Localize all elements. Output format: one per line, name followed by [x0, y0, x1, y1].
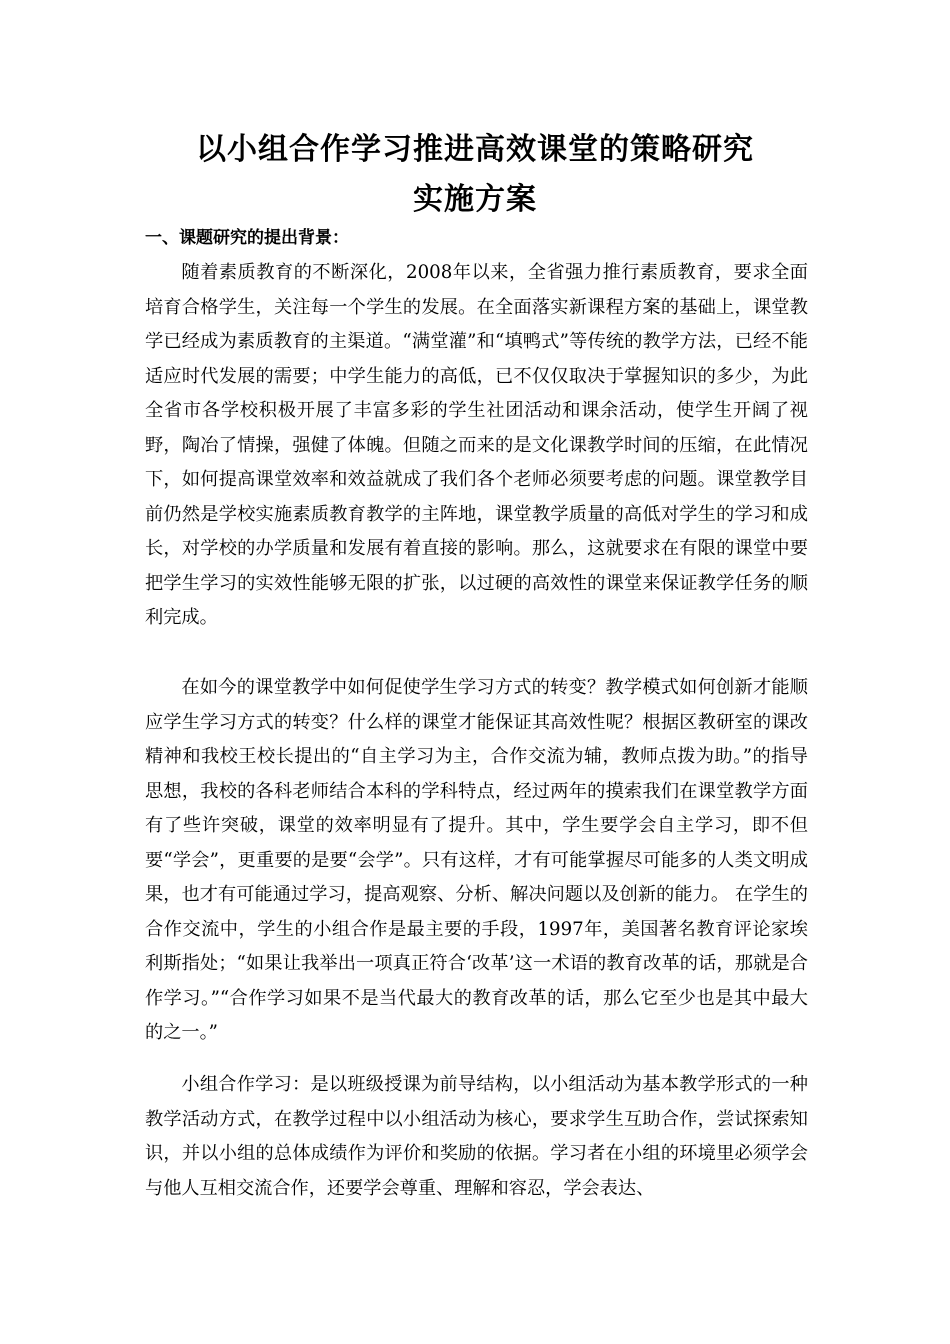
document-title: 以小组合作学习推进高效课堂的策略研究	[196, 132, 754, 167]
body-paragraph: 在如今的课堂教学中如何促使学生学习方式的转变？教学模式如何创新才能顺应学生学习方式的转变？什么样的课堂才能保证其高效性呢？根据区教研室的课改精神和我校王校长提出的“自主学习为主，合作交流为辅，教师点拨为助。”的指导思想，我校的各科老师结合本科的学科特点，经过两年的摸索我们在课堂教学方面有了些许突破，课堂的效率明显有了提升。其中，学生要学会自主学习，即不但要“学会”，更重要的是要“会学”。只有这样，才有可能掌握尽可能多的人类文明成果，也才有可能通过学习，提高观察、分析、解决问题以及创新的能力。 在学生的合作交流中，学生的小组合作是最主要的手段，1997年，美国著名教育评论家埃利斯指处；“如果让我举出一项真正符合‘改革’这一术语的教育改革的话，那就是合作学习。”“合作学习如果不是当代最大的教育改革的话，那么它至少也是其中最大的之一。”	[145, 677, 808, 1043]
document-subtitle: 实施方案	[413, 182, 537, 217]
body-paragraph: 小组合作学习：是以班级授课为前导结构，以小组活动为基本教学形式的一种教学活动方式，在教学过程中以小组活动为核心，要求学生互助合作，尝试探索知识，并以小组的总体成绩作为评价和奖励的依据。学习者在小组的环境里必须学会与他人互相交流合作，还要学会尊重、理解和容忍，学会表达、	[145, 1074, 808, 1199]
section-heading: 一、课题研究的提出背景：	[145, 228, 349, 248]
body-paragraph: 随着素质教育的不断深化，2008年以来，全省强力推行素质教育，要求全面培育合格学生，关注每一个学生的发展。在全面落实新课程方案的基础上，课堂教学已经成为素质教育的主渠道。“满堂灌”和“填鸭式”等传统的教学方法，已经不能适应时代发展的需要；中学生能力的高低，已不仅仅取决于掌握知识的多少，为此全省市各学校积极开展了丰富多彩的学生社团活动和课余活动，使学生开阔了视野，陶冶了情操，强健了体魄。但随之而来的是文化课教学时间的压缩，在此情况下，如何提高课堂效率和效益就成了我们各个老师必须要考虑的问题。课堂教学目前仍然是学校实施素质教育教学的主阵地，课堂教学质量的高低对学生的学习和成长，对学校的办学质量和发展有着直接的影响。那么，这就要求在有限的课堂中要把学生学习的实效性能够无限的扩张，以过硬的高效性的课堂来保证教学任务的顺利完成。	[145, 262, 808, 628]
